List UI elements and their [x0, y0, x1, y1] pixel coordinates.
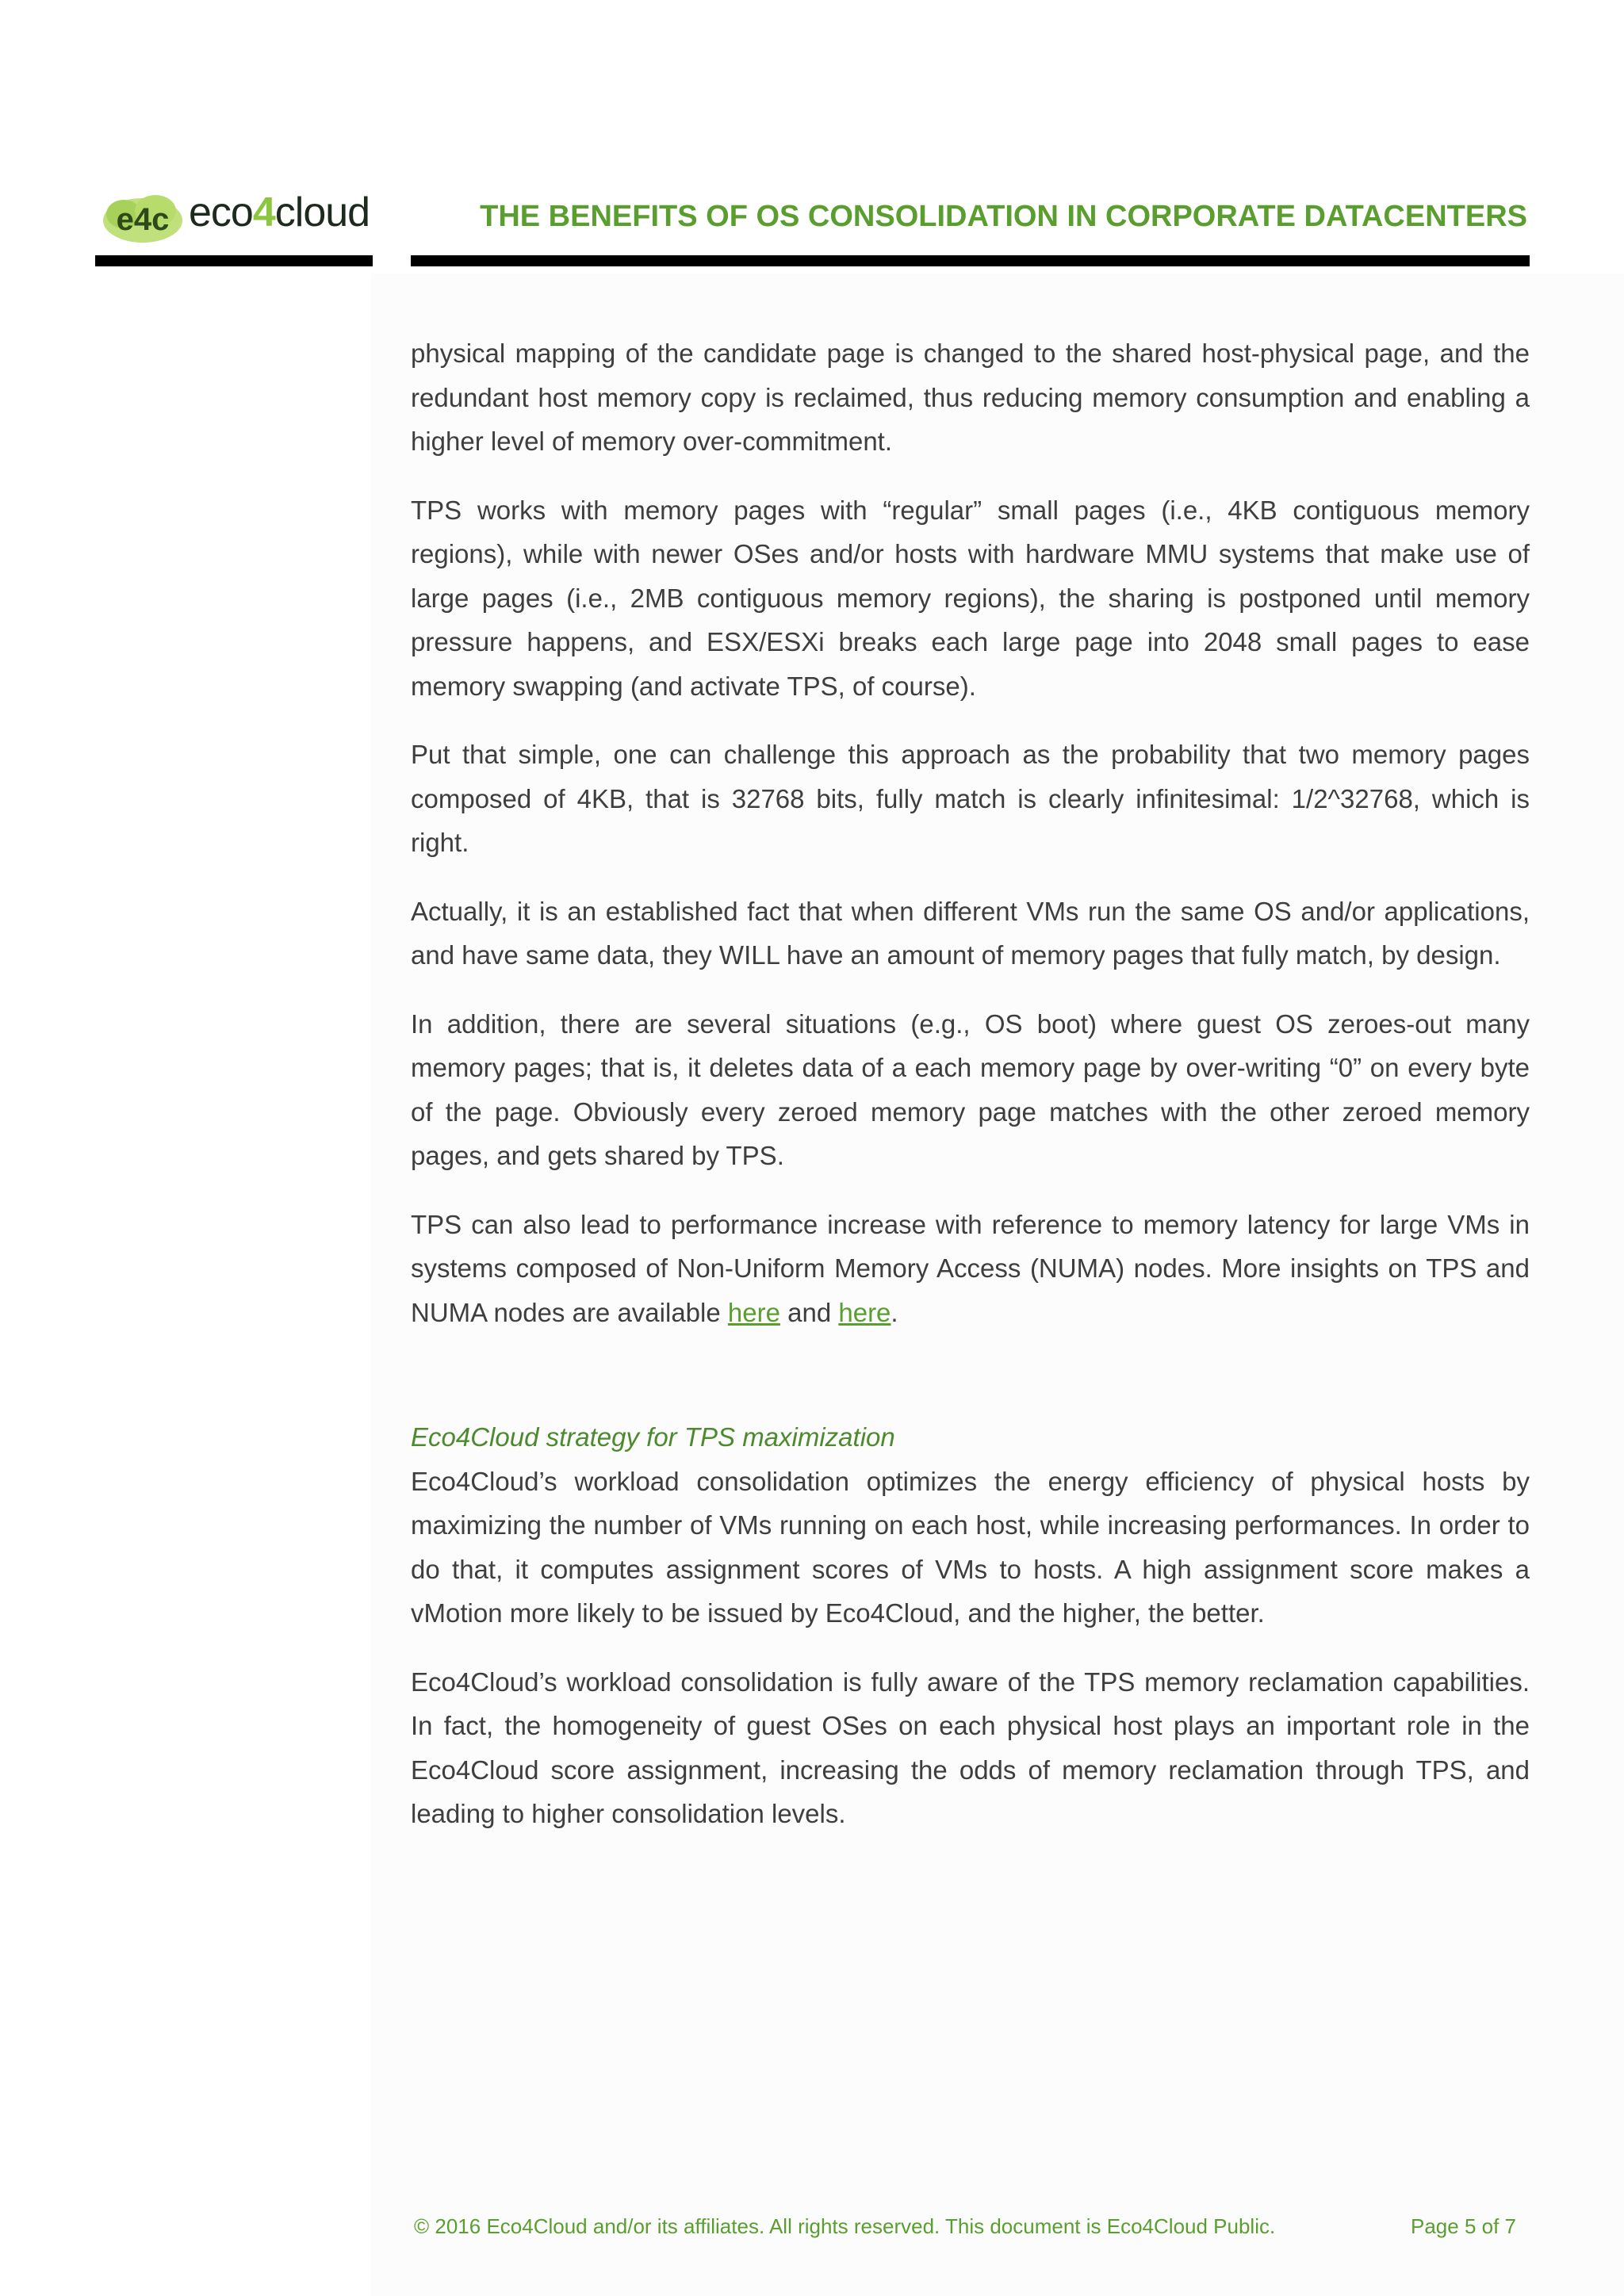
header-rule-left: [95, 255, 373, 266]
paragraph-5: In addition, there are several situations (e.g., OS boot) where guest OS zeroes-out many memory pages; that is, it deletes data of a each memory page by over-writing “0” on every byte of the page. Obviously every zeroed memory page matches with the other zeroed memory pages, and gets shared by TPS.: [411, 1008, 1530, 1170]
paragraph-3: Put that simple, one can challenge this approach as the probability that two memory pages composed of 4KB, that is 32768 bits, fully match is clearly infinitesimal: 1/2^32768, which is right.: [411, 740, 1530, 857]
logo-wordmark: [189, 189, 370, 236]
e4c-badge-icon: [100, 189, 186, 246]
paragraph-2: TPS works with memory pages with “regular” small pages (i.e., 4KB contiguous memory regions), while with newer OSes and/or hosts with hardware MMU systems that make use of large pages (i.e., 2MB contiguous memory regions), the sharing is postponed until memory pressure happens, and ESX/ESXi breaks each large page into 2048 small pages to ease memory swapping (and activate TPS, of course).: [411, 495, 1530, 701]
logo-badge-text: e4c: [116, 202, 170, 237]
paragraph-6: [411, 1203, 1530, 1335]
header-rule-right: [411, 255, 1530, 266]
paragraph-6-end: .: [891, 1297, 898, 1327]
logo-word-eco: eco: [189, 189, 253, 235]
paragraph-8: Eco4Cloud’s workload consolidation is fully aware of the TPS memory reclamation capabilities. In fact, the homogeneity of guest OSes on each physical host plays an important role in the Eco4Cloud score assignment, increasing the odds of memory reclamation through TPS, and leading to higher consolidation levels.: [411, 1667, 1530, 1828]
page-number: Page 5 of 7: [1411, 2214, 1516, 2238]
here-link-2[interactable]: here: [838, 1297, 891, 1327]
paragraph-1: physical mapping of the candidate page is changed to the shared host-physical page, and the redundant host memory copy is reclaimed, thus reducing memory consumption and enabling a higher level of memory over-commitment.: [411, 339, 1530, 456]
paragraph-7: Eco4Cloud’s workload consolidation optimizes the energy efficiency of physical hosts by maximizing the number of VMs running on each host, while increasing performances. In order to do that, it computes assignment scores of VMs to hosts. A high assignment score makes a vMotion more likely to be issued by Eco4Cloud, and the higher, the better.: [411, 1466, 1530, 1628]
paragraph-6-and: and: [779, 1297, 839, 1327]
logo-word-cloud: cloud: [274, 189, 370, 235]
main-content: [411, 331, 1530, 1861]
document-title: THE BENEFITS OF OS CONSOLIDATION IN CORPORATE DATACENTERS: [480, 200, 1527, 233]
here-link-1[interactable]: here: [727, 1297, 780, 1327]
paragraph-4: Actually, it is an established fact that when different VMs run the same OS and/or applications, and have same data, they WILL have an amount of memory pages that fully match, by design.: [411, 896, 1530, 970]
section-heading: Eco4Cloud strategy for TPS maximization: [411, 1422, 895, 1452]
logo-word-4: 4: [252, 189, 275, 235]
footer-copyright: © 2016 Eco4Cloud and/or its affiliates. All rights reserved. This document is Eco4Cloud Public.: [414, 2214, 1276, 2238]
eco4cloud-logo: [100, 184, 370, 247]
paragraph-6-text: TPS can also lead to performance increase with reference to memory latency for large VMs in systems composed of Non-Uniform Memory Access (NUMA) nodes. More insights on TPS and NUMA nodes are available: [411, 1209, 1530, 1327]
footer: [414, 2213, 1516, 2240]
